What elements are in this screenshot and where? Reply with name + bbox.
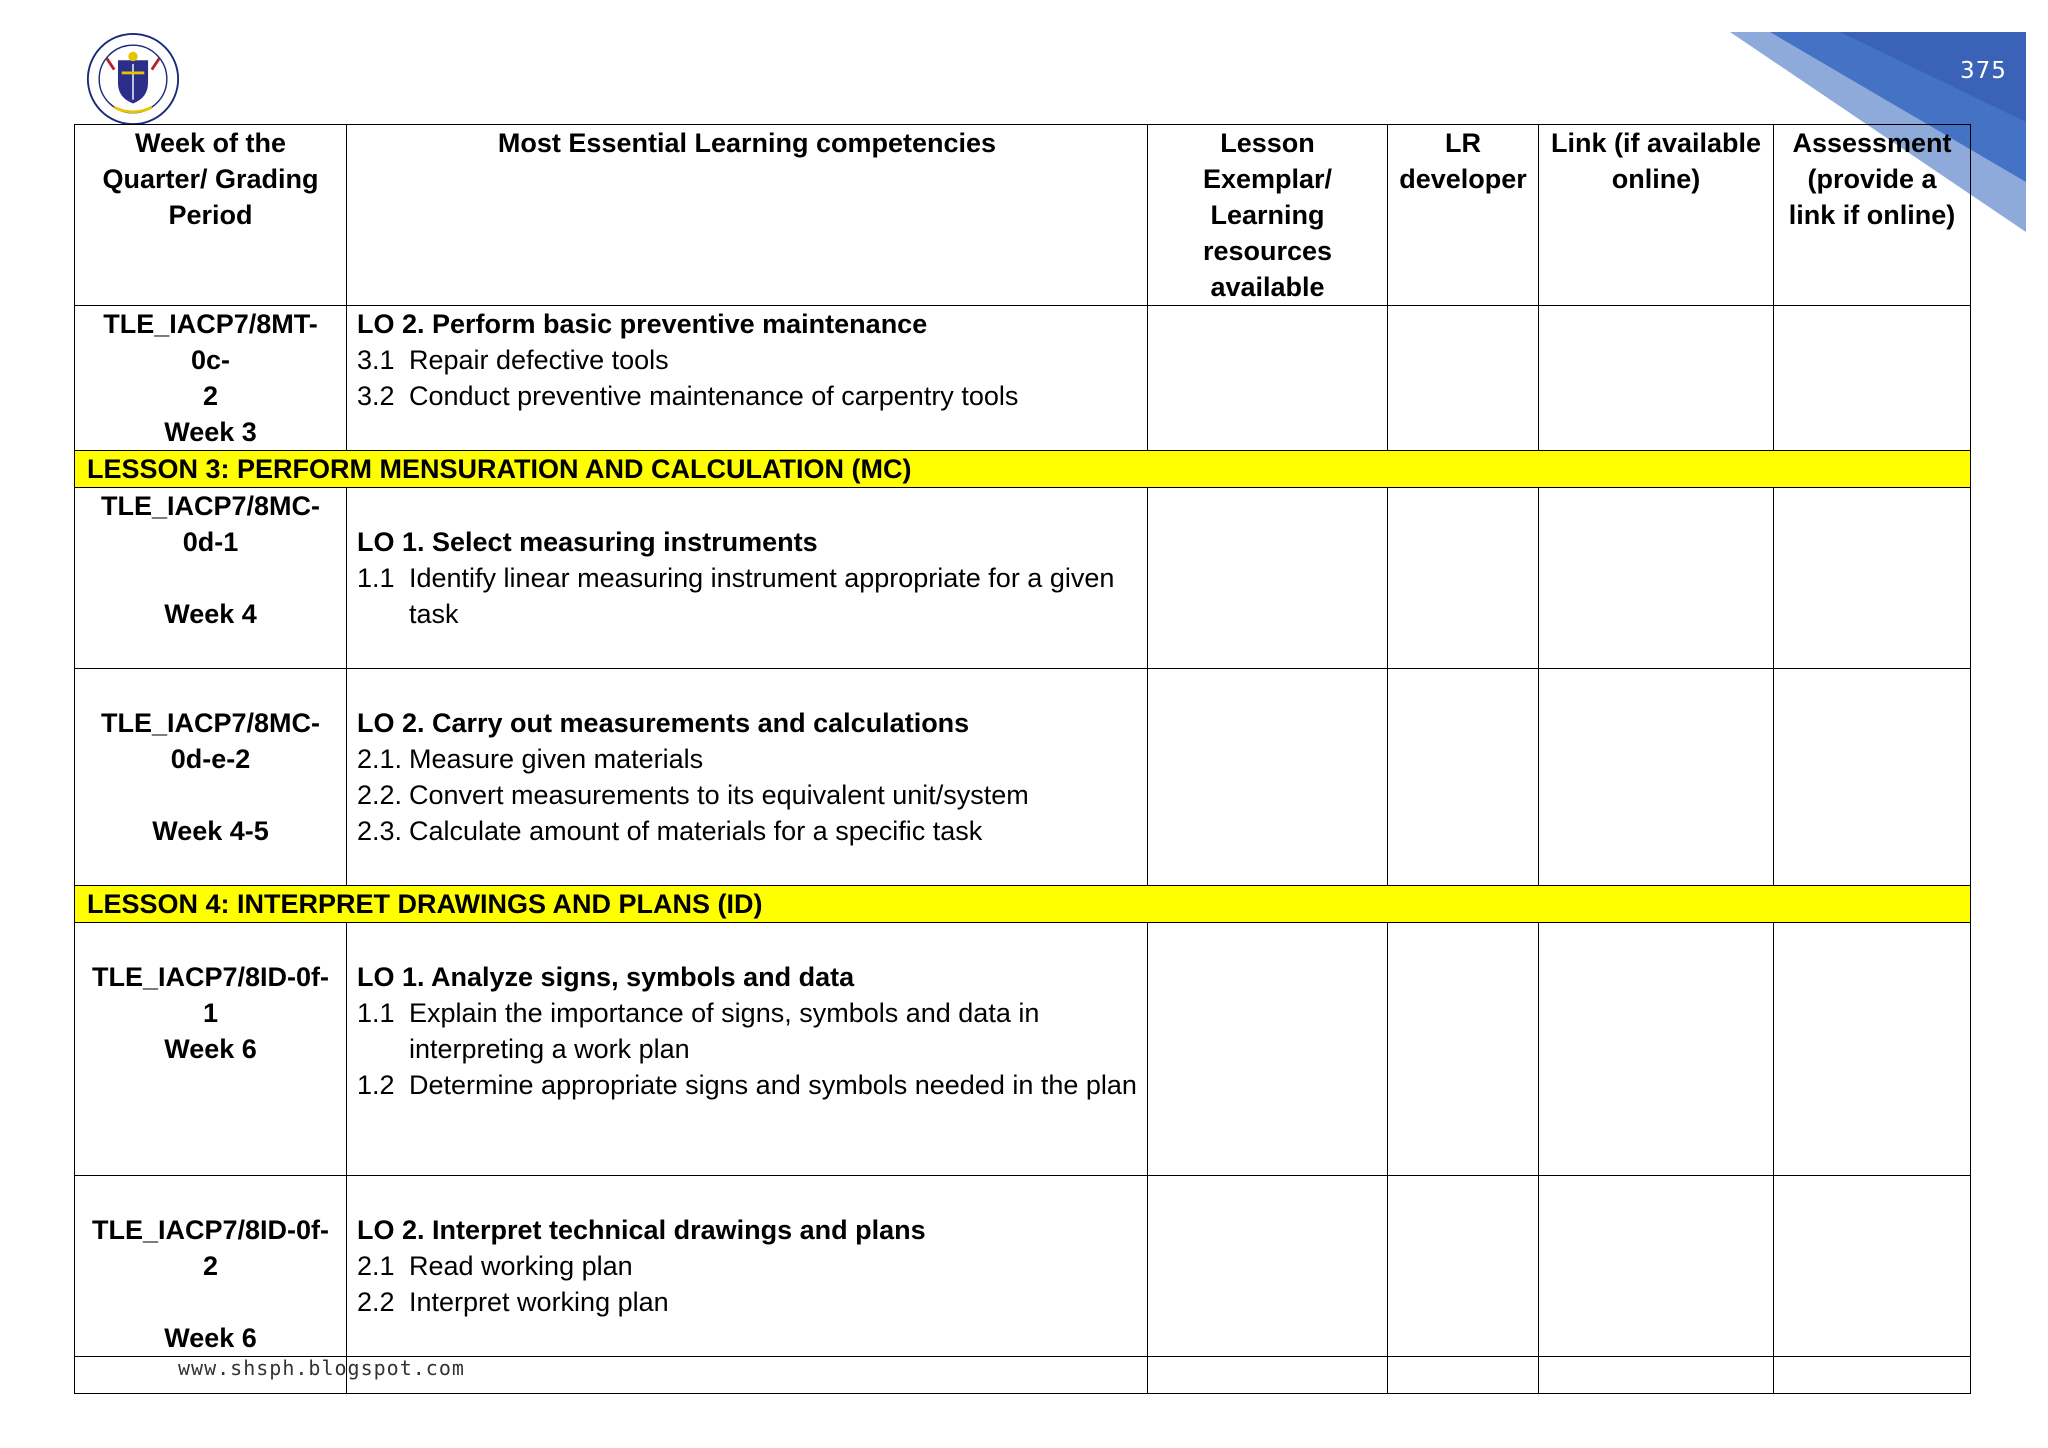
empty-cell <box>1388 669 1539 886</box>
melc-table-container <box>74 124 1971 1394</box>
lesson-4-title: LESSON 4: INTERPRET DRAWINGS AND PLANS (ID) <box>75 886 1971 923</box>
empty-cell <box>1774 1357 1971 1394</box>
empty-cell <box>1539 669 1774 886</box>
empty-cell <box>347 1357 1148 1394</box>
item-text: Conduct preventive maintenance of carpentry tools <box>409 381 1019 411</box>
competency-cell <box>347 669 1148 886</box>
header-melc: Most Essential Learning competencies <box>347 125 1148 306</box>
table-row <box>75 923 1971 1176</box>
list-item <box>357 1248 1137 1284</box>
empty-cell <box>1774 669 1971 886</box>
item-number: 2.1. <box>357 744 403 774</box>
spacer <box>85 777 336 813</box>
item-text: Measure given materials <box>409 744 704 774</box>
empty-cell <box>1148 306 1388 451</box>
empty-cell <box>1774 923 1971 1176</box>
melc-table <box>74 124 1971 1394</box>
week-cell <box>75 488 347 669</box>
list-item <box>357 1284 1137 1320</box>
week-cell <box>75 669 347 886</box>
empty-cell <box>1388 923 1539 1176</box>
week-label: Week 4 <box>164 599 257 629</box>
week-cell <box>75 923 347 1176</box>
empty-cell <box>1388 1176 1539 1357</box>
item-number: 3.2 <box>357 381 395 411</box>
empty-cell <box>1148 488 1388 669</box>
code-label: TLE_IACP7/8MT-0c- <box>103 309 318 375</box>
item-text: Explain the importance of signs, symbols and data in interpreting a work plan <box>409 998 1040 1064</box>
item-text: Repair defective tools <box>409 345 669 375</box>
header-week: Week of the Quarter/ Grading Period <box>75 125 347 306</box>
week-label: Week 3 <box>164 417 257 447</box>
item-number: 2.1 <box>357 1251 395 1281</box>
list-item <box>357 813 1137 849</box>
empty-cell <box>1774 488 1971 669</box>
competency-cell <box>347 923 1148 1176</box>
spacer <box>357 1176 1137 1212</box>
item-text: Calculate amount of materials for a specific task <box>409 816 983 846</box>
item-text: Identify linear measuring instrument appropriate for a given task <box>409 563 1115 629</box>
item-number: 2.2 <box>357 1287 395 1317</box>
empty-cell <box>1148 669 1388 886</box>
list-item <box>357 1067 1137 1103</box>
table-row <box>75 669 1971 886</box>
empty-cell <box>1148 1357 1388 1394</box>
item-number: 2.3. <box>357 816 403 846</box>
lesson-3-title: LESSON 3: PERFORM MENSURATION AND CALCULATION (MC) <box>75 451 1971 488</box>
header-lesson-exemplar: Lesson Exemplar/ Learning resources available <box>1148 125 1388 306</box>
code-label: TLE_IACP7/8ID-0f-2 <box>91 1215 330 1281</box>
empty-cell <box>1539 1176 1774 1357</box>
item-number: 3.1 <box>357 345 395 375</box>
competency-cell <box>347 306 1148 451</box>
item-text: Interpret working plan <box>409 1287 669 1317</box>
code-label-cont: 0d-1 <box>182 527 239 557</box>
lo-title: LO 2. Carry out measurements and calculations <box>357 708 970 738</box>
empty-cell <box>1388 306 1539 451</box>
week-label: Week 6 <box>164 1034 257 1064</box>
table-row <box>75 1176 1971 1357</box>
header-assessment: Assessment (provide a link if online) <box>1774 125 1971 306</box>
code-label-cont: 2 <box>202 381 219 411</box>
lo-title: LO 1. Analyze signs, symbols and data <box>357 962 855 992</box>
spacer <box>85 669 336 705</box>
footer-url: www.shsph.blogspot.com <box>178 1356 465 1380</box>
item-number: 1.2 <box>357 1070 395 1100</box>
header-link: Link (if available online) <box>1539 125 1774 306</box>
empty-cell <box>1539 1357 1774 1394</box>
table-row <box>75 488 1971 669</box>
spacer <box>357 923 1137 959</box>
empty-cell <box>1539 923 1774 1176</box>
spacer <box>85 923 336 959</box>
lesson-header-row <box>75 886 1971 923</box>
week-cell <box>75 306 347 451</box>
item-text: Convert measurements to its equivalent unit/system <box>409 780 1029 810</box>
code-label: TLE_IACP7/8MC- <box>100 708 321 738</box>
list-item <box>357 741 1137 777</box>
list-item <box>357 378 1137 414</box>
lo-title: LO 1. Select measuring instruments <box>357 527 818 557</box>
spacer <box>357 669 1137 705</box>
item-text: Determine appropriate signs and symbols needed in the plan <box>409 1070 1137 1100</box>
lo-title: LO 2. Perform basic preventive maintenance <box>357 309 928 339</box>
empty-cell <box>1774 1176 1971 1357</box>
week-label: Week 6 <box>164 1323 257 1353</box>
empty-cell <box>1388 1357 1539 1394</box>
item-number: 2.2. <box>357 780 403 810</box>
week-label: Week 4-5 <box>152 816 269 846</box>
week-cell <box>75 1176 347 1357</box>
lo-title: LO 2. Interpret technical drawings and plans <box>357 1215 926 1245</box>
spacer <box>85 1284 336 1320</box>
code-label: TLE_IACP7/8ID-0f-1 <box>91 962 330 1028</box>
code-label-cont: 0d-e-2 <box>170 744 251 774</box>
empty-cell <box>1388 488 1539 669</box>
spacer <box>357 488 1137 524</box>
competency-cell <box>347 1176 1148 1357</box>
empty-cell <box>1148 1176 1388 1357</box>
lesson-header-row <box>75 451 1971 488</box>
list-item <box>357 342 1137 378</box>
spacer <box>85 1176 336 1212</box>
deped-seal-logo <box>86 32 180 126</box>
item-number: 1.1 <box>357 998 395 1028</box>
list-item <box>357 777 1137 813</box>
page-number: 375 <box>1960 58 2007 84</box>
empty-cell <box>1148 923 1388 1176</box>
empty-cell <box>1774 306 1971 451</box>
empty-cell <box>1539 488 1774 669</box>
code-label: TLE_IACP7/8MC- <box>100 491 321 521</box>
item-text: Read working plan <box>409 1251 633 1281</box>
competency-cell <box>347 488 1148 669</box>
item-number: 1.1 <box>357 563 395 593</box>
header-lr-developer: LR developer <box>1388 125 1539 306</box>
list-item <box>357 995 1137 1067</box>
header-row <box>75 125 1971 306</box>
empty-cell <box>1539 306 1774 451</box>
table-row <box>75 306 1971 451</box>
list-item <box>357 560 1137 632</box>
spacer <box>85 560 336 596</box>
